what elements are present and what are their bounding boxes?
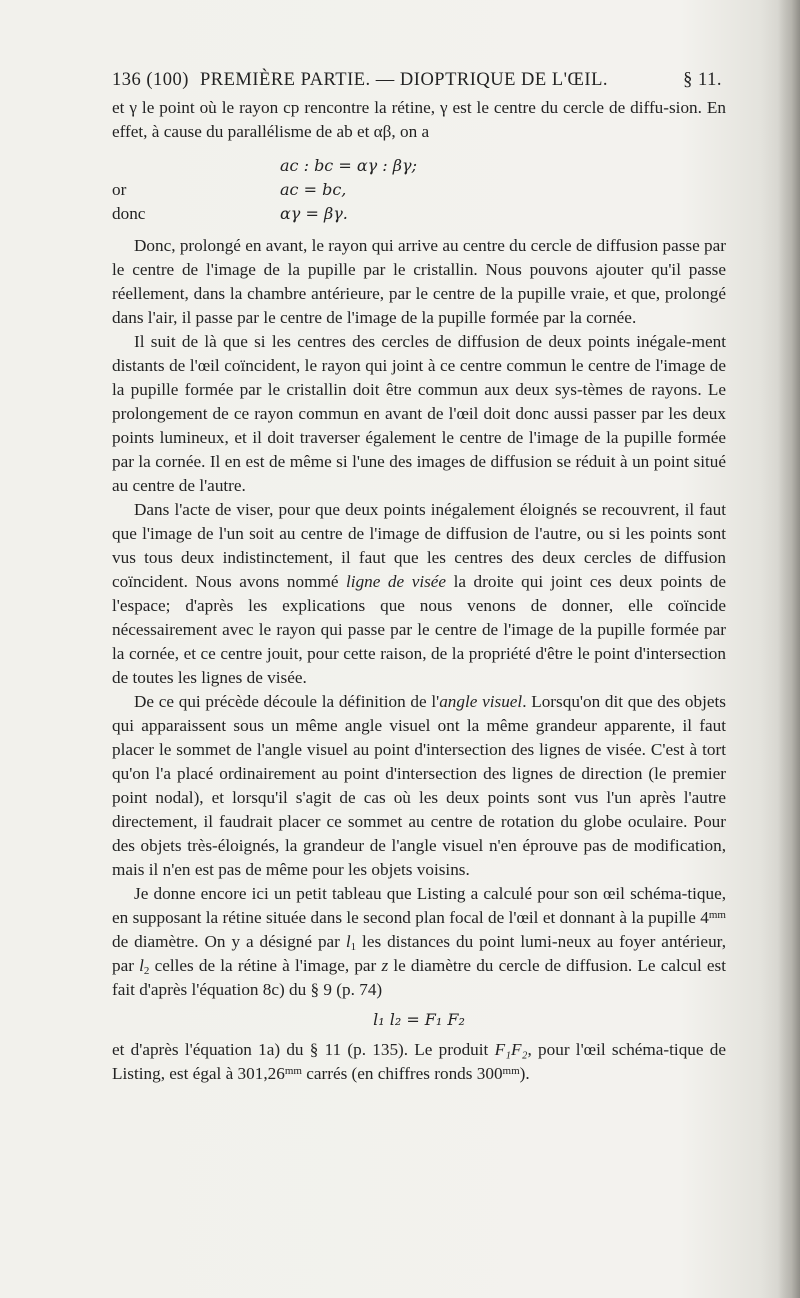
paragraph-5-text-a: De ce qui précède découle la définition de l' bbox=[134, 692, 440, 711]
equation-1-formula: ac : bc = αγ : βγ; bbox=[280, 156, 417, 175]
paragraph-3: Il suit de là que si les centres des cercles de diffusion de deux points inégale-ment distants de l'œil coïncident, le rayon qui joint à ce centre commun le centre de l'image de la pupille formée par le cristallin doit être commun aux deux sys-tèmes de rayons. Le prolongement de ce rayon commun en avant de l'œil doit donc aussi passer par les deux points lumineux, et il doit traverser également le centre de l'image de la pupille formée par la cornée. Il en est de même si l'une des images de diffusion se réduit à un point situé au centre de l'autre. bbox=[112, 332, 726, 495]
paragraph-4-text-b: la droite qui joint ces deux points de l'espace; d'après les explications que nous venons de donner, elle coïncide nécessairement avec le rayon qui passe par le centre de l'image de la pupille formée par la cornée, et ce centre jouit, pour cette raison, de la propriété d'être le point d'intersection de toutes les lignes de visée. bbox=[112, 572, 726, 687]
symbol-l2-subscript: 2 bbox=[143, 965, 150, 977]
paragraph-7-text-d: ). bbox=[519, 1064, 530, 1083]
symbol-f1f2: F₁F₂ bbox=[494, 1040, 528, 1059]
running-title: PREMIÈRE PARTIE. — DIOPTRIQUE DE L'ŒIL. bbox=[200, 70, 608, 90]
paragraph-7-text-a: et d'après l'équation 1a) du § 11 (p. 135). Le produit bbox=[112, 1040, 495, 1059]
paragraph-6-text-b: de diamètre. On y a désigné par bbox=[112, 932, 346, 951]
equation-2-label: or bbox=[112, 180, 127, 199]
unit-mm-3: mm bbox=[502, 1065, 520, 1077]
equation-3 bbox=[112, 202, 726, 226]
paragraph-4-text-a: Dans l'acte de viser, pour que deux points inégalement éloignés se recouvrent, il faut que l'image de l'un soit au centre de l'image de diffusion de l'autre, ou si les points sont vus tous deux indistinctement, il faut que les centres des deux cercles de diffusion coïncident. Nous avons nommé bbox=[112, 500, 726, 591]
paragraph-7 bbox=[112, 1038, 726, 1086]
paragraph-1: et γ le point où le rayon cp rencontre la rétine, γ est le centre du cercle de diffu-sion. En effet, à cause du parallélisme de ab et αβ, on a bbox=[112, 98, 726, 141]
paragraph-5-text-b: . Lorsqu'on dit que des objets qui apparaissent sous un même angle visuel ont la même grandeur apparente, il faut placer le sommet de l'angle visuel au point d'intersection des lignes de visée. C'est à tort qu'on l'a placé ordinairement au point d'intersection des lignes de direction (le premier point nodal), et lorsqu'il s'agit de cas où les deux points sont vus l'un après l'autre directement, il faudrait placer ce sommet au centre de rotation du globe oculaire. Pour des objets très-éloignés, la grandeur de l'angle visuel n'en éprouve pas de modification, mais il n'en est pas de même pour les objets voisins. bbox=[112, 692, 726, 879]
paragraph-7-text-c: carrés (en chiffres ronds 300 bbox=[301, 1064, 503, 1083]
term-ligne-de-visee: ligne de visée bbox=[346, 572, 447, 591]
unit-mm-2: mm bbox=[284, 1065, 302, 1077]
symbol-z: z bbox=[381, 956, 389, 975]
unit-mm: mm bbox=[708, 909, 726, 921]
term-angle-visuel: angle visuel bbox=[439, 692, 523, 711]
paragraph-5 bbox=[112, 690, 726, 882]
page-body bbox=[112, 96, 726, 1086]
running-header bbox=[112, 70, 722, 94]
paragraph-4 bbox=[112, 498, 726, 690]
paragraph-6 bbox=[112, 882, 726, 1002]
symbol-l2: l bbox=[139, 956, 144, 975]
paragraph-6-text-e: le diamètre du cercle de diffusion. Le calcul est fait d'après l'équation 8c) du § 9 (p. 74) bbox=[112, 956, 726, 999]
paragraph-6-text-a: Je donne encore ici un petit tableau que Listing a calculé pour son œil schéma-tique, en supposant la rétine située dans le second plan focal de l'œil et donnant à la pupille 4 bbox=[112, 884, 726, 927]
equation-1 bbox=[112, 154, 726, 178]
paragraph-6-text-c: les distances du point lumi-neux au foyer antérieur, par bbox=[112, 932, 726, 975]
page-number: 136 (100) bbox=[112, 70, 189, 90]
equation-2 bbox=[112, 178, 726, 202]
equation-3-label: donc bbox=[112, 204, 146, 223]
page-edge-shadow bbox=[778, 0, 800, 1298]
equation-3-formula: αγ = βγ. bbox=[280, 204, 348, 223]
symbol-l1: l bbox=[345, 932, 351, 951]
paragraph-6-text-d: celles de la rétine à l'image, par bbox=[149, 956, 382, 975]
equation-4: l₁ l₂ = F₁ F₂ bbox=[373, 1010, 465, 1029]
symbol-l1-subscript: 1 bbox=[350, 941, 357, 953]
equation-2-formula: ac = bc, bbox=[280, 180, 347, 199]
section-number: § 11. bbox=[683, 70, 722, 90]
paragraph-2: Donc, prolongé en avant, le rayon qui arrive au centre du cercle de diffusion passe par le centre de l'image de la pupille par le cristallin. Nous pouvons ajouter qu'il passe réellement, dans la chambre antérieure, par le centre de la pupille vraie, et que, prolongé dans l'air, il passe par le centre de l'image de la pupille formée par la cornée. bbox=[112, 236, 726, 327]
paragraph-7-text-b: , pour l'œil schéma-tique de Listing, est égal à 301,26 bbox=[112, 1040, 726, 1083]
